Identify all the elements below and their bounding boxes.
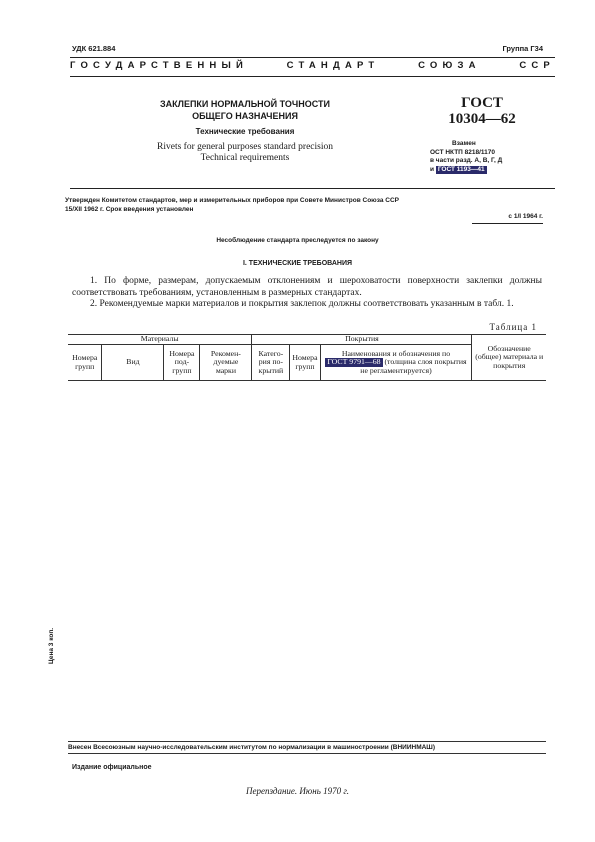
header-group-no: Номера групп (68, 345, 102, 381)
header-coatings: Покрытия (252, 335, 472, 345)
subtitle-en-line: Rivets for general purposes standard precision (157, 142, 333, 152)
header-subgroup-no: Номера под-групп (164, 345, 200, 381)
approval-top-rule (70, 188, 555, 189)
replace-line: ОСТ НКТП 8218/1170 (430, 148, 496, 156)
title-line: ОБЩЕГО НАЗНАЧЕНИЯ (192, 111, 298, 121)
top-rule (70, 57, 555, 58)
designation-pre: Наименования и обозначения по (341, 349, 451, 359)
header-total: Обозначение (общее) материала и покрытия (472, 335, 546, 381)
banner-word: ССР (519, 60, 555, 71)
effective-date: с 1/I 1964 г. (508, 213, 543, 220)
designation-post: (толщина слоя покрытия не регламентируется) (360, 357, 467, 375)
header-designation (320, 345, 472, 381)
reprint-note: Перепздание. Июнь 1970 г. (246, 786, 349, 796)
table-caption: Таблица 1 (489, 322, 537, 332)
header-materials: Материалы (68, 335, 252, 345)
price-label: Цена 3 коп. (48, 627, 55, 664)
gost-number: 10304—62 (448, 111, 516, 127)
header-cov-group-no: Номера групп (290, 345, 320, 381)
approval-text (65, 196, 535, 214)
replaces-block (430, 140, 540, 174)
replace-label: Взамен (452, 140, 476, 147)
noncompliance-notice: Несоблюдение стандарта преследуется по закону (216, 237, 379, 244)
designation-mark: ГОСТ 9791—68 (327, 357, 381, 367)
header-kind: Вид (102, 345, 164, 381)
banner-word: СТАНДАРТ (286, 60, 380, 71)
subtitle-en (100, 142, 390, 164)
official-edition: Издание официальное (72, 764, 152, 771)
header-category: Катего-рия по-крытий (252, 345, 290, 381)
paragraph-1: 1. По форме, размерам, допускаемым отклонениям и шероховатости поверхности заклепки должны соответствовать требованиям, установленным в размерных стандартах. (72, 276, 542, 298)
replace-marked: ГОСТ 1193—41 (437, 165, 485, 173)
subtitle-en-line: Technical requirements (200, 153, 290, 163)
banner-rule (70, 76, 555, 77)
introduced-by: Внесен Всесоюзным научно-исследовательским институтом по нормализации в машиностроении (ВНИИНМАШ) (68, 741, 546, 754)
udk-code: УДК 621.884 (72, 44, 116, 53)
section-title: I. ТЕХНИЧЕСКИЕ ТРЕБОВАНИЯ (242, 260, 353, 267)
approval-line: Утвержден Комитетом стандартов, мер и измерительных приборов при Совете Министров Союза ССР (65, 197, 400, 204)
state-standard-banner (70, 60, 555, 71)
paragraph-2: 2. Рекомендуемые марки материалов и покрытия заклепок должны соответствовать указанным в табл. 1. (90, 299, 514, 309)
group-code: Группа Г34 (502, 44, 543, 53)
replace-line: в части разд. А, В, Г, Д (430, 157, 503, 164)
materials-coatings-table (68, 334, 546, 381)
effective-rule (472, 223, 543, 224)
title-line: ЗАКЛЕПКИ НОРМАЛЬНОЙ ТОЧНОСТИ (160, 99, 330, 109)
banner-word: СОЮЗА (418, 60, 481, 71)
header-recommended: Рекомен-дуемые марки (200, 345, 252, 381)
document-title (100, 98, 390, 122)
approval-line: 15/XII 1962 г. Срок введения установлен (65, 206, 194, 213)
gost-designation (437, 95, 527, 127)
gost-name: ГОСТ (461, 95, 503, 111)
banner-word: ГОСУДАРСТВЕННЫЙ (70, 60, 249, 71)
subtitle-ru: Технические требования (195, 127, 295, 136)
replace-prefix: и (430, 165, 434, 173)
